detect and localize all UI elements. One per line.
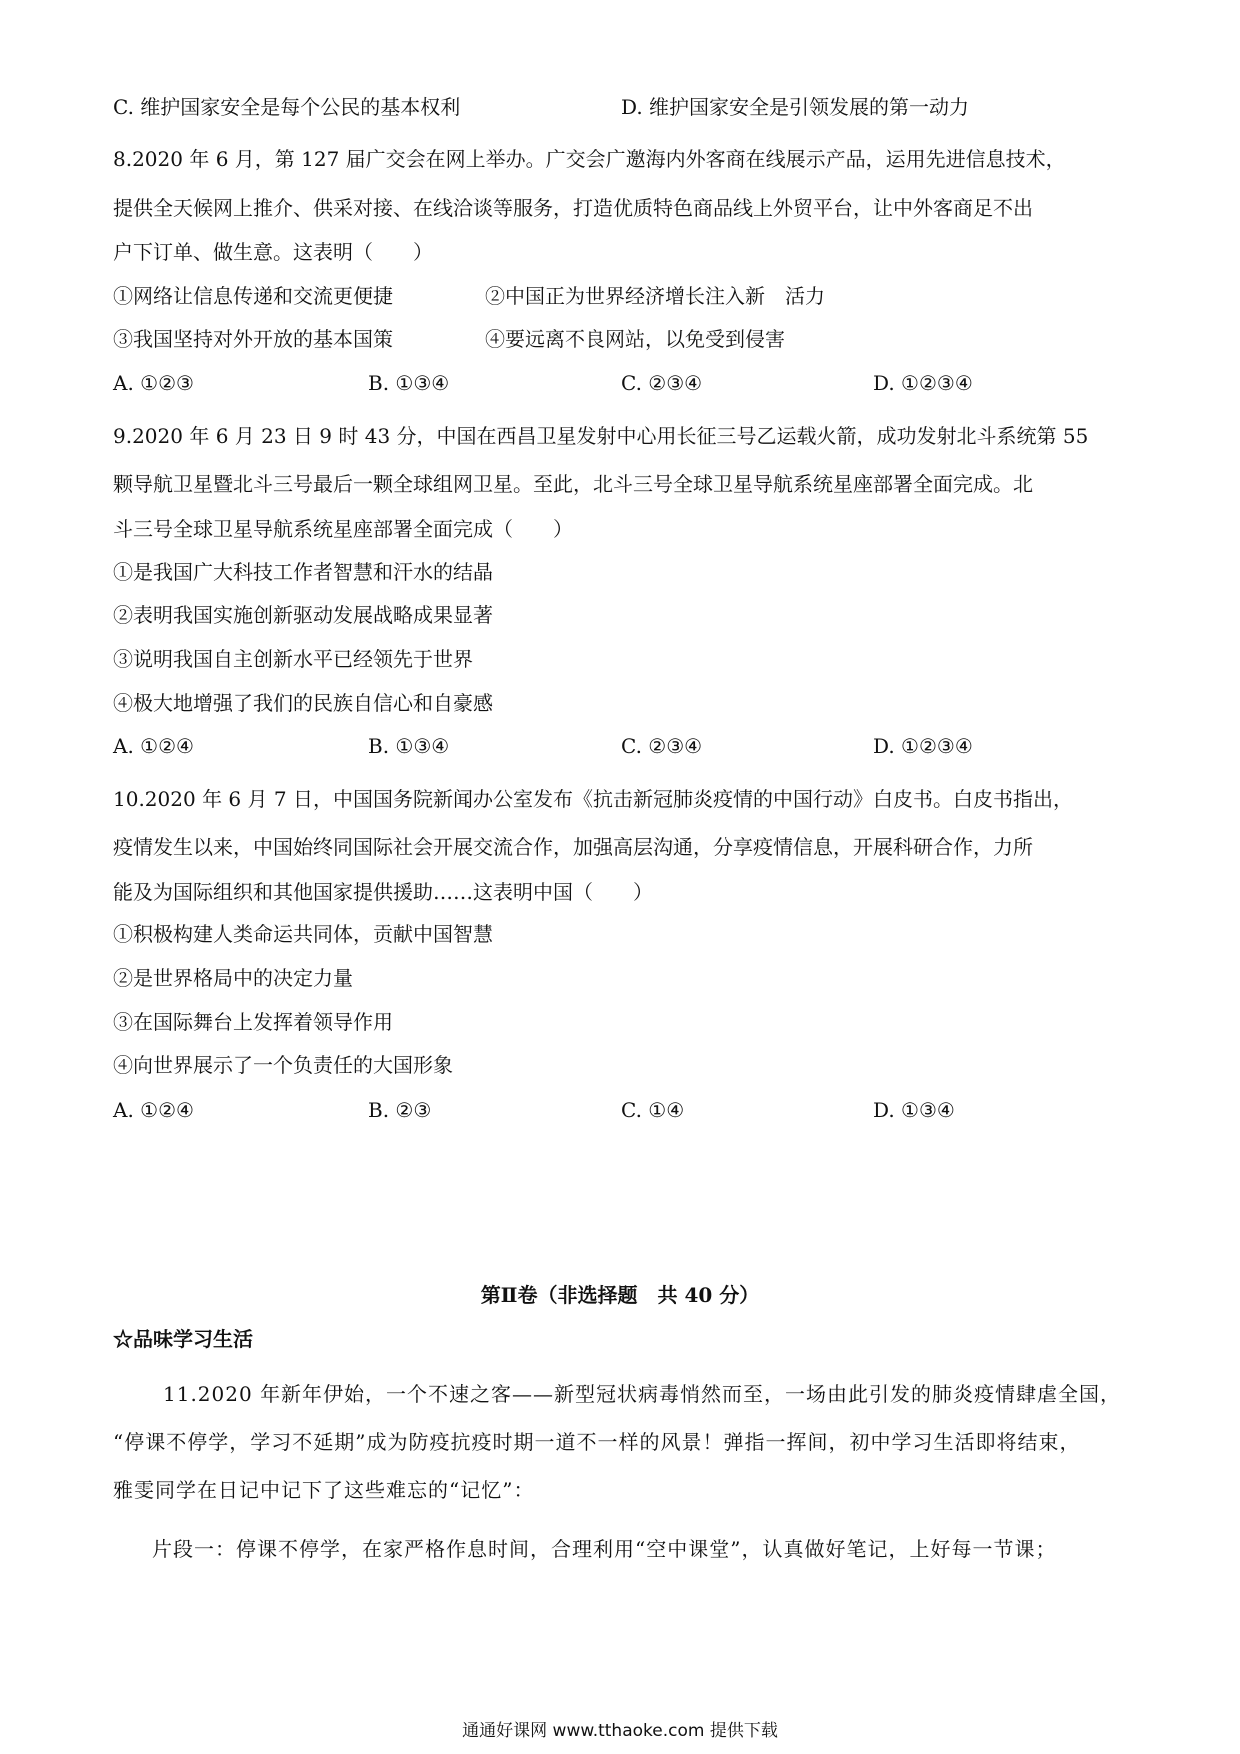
q8-statement-2: ②中国正为世界经济增长注入新 活力: [485, 284, 825, 308]
q9-option-a: A. ①②④: [113, 734, 194, 758]
q8-statement-4: ④要远离不良网站，以免受到侵害: [485, 327, 785, 351]
q10-statement-1: ①积极构建人类命运共同体，贡献中国智慧: [113, 922, 493, 946]
q9-option-c: C. ②③④: [621, 734, 703, 758]
q10-statement-3: ③在国际舞台上发挥着领导作用: [113, 1010, 393, 1034]
q11-stem-line-1: 11.2020 年新年伊始，一个不速之客——新型冠状病毒悄然而至，一场由此引发的肺炎疫情肆虐全国，: [163, 1382, 1122, 1406]
page-footer: 通通好课网 www.tthaoke.com 提供下载: [462, 1721, 778, 1741]
q8-option-d: D. ①②③④: [873, 371, 973, 395]
q9-option-b: B. ①③④: [368, 734, 450, 758]
q11-fragment-1: 片段一：停课不停学，在家严格作息时间，合理利用“空中课堂”，认真做好笔记，上好每一节课；: [152, 1537, 1057, 1561]
q9-statement-4: ④极大地增强了我们的民族自信心和自豪感: [113, 691, 493, 715]
q9-stem-line-1: 9.2020 年 6 月 23 日 9 时 43 分，中国在西昌卫星发射中心用长征三号乙运载火箭，成功发射北斗系统第 55: [113, 424, 1089, 448]
q10-statement-4: ④向世界展示了一个负责任的大国形象: [113, 1053, 453, 1077]
q9-statement-1: ①是我国广大科技工作者智慧和汗水的结晶: [113, 560, 493, 584]
q11-stem-line-3: 雅雯同学在日记中记下了这些难忘的“记忆”：: [113, 1478, 535, 1502]
q11-stem-line-2: “停课不停学，学习不延期”成为防疫抗疫时期一道不一样的风景！弹指一挥间，初中学习生活即将结束，: [113, 1430, 1081, 1454]
q9-stem-line-3: 斗三号全球卫星导航系统星座部署全面完成（ ）: [113, 517, 573, 541]
q8-stem-line-1: 8.2020 年 6 月，第 127 届广交会在网上举办。广交会广邀海内外客商在线展示产品，运用先进信息技术，: [113, 147, 1066, 171]
q7-option-c: C. 维护国家安全是每个公民的基本权利: [113, 95, 461, 119]
q8-statement-1: ①网络让信息传递和交流更便捷: [113, 284, 393, 308]
q8-stem-line-2: 提供全天候网上推介、供采对接、在线洽谈等服务，打造优质特色商品线上外贸平台，让中外客商足不出: [113, 196, 1033, 220]
q10-stem-line-3: 能及为国际组织和其他国家提供援助……这表明中国（ ）: [113, 880, 653, 904]
q10-option-c: C. ①④: [621, 1098, 685, 1122]
q10-option-a: A. ①②④: [113, 1098, 194, 1122]
section-heading: ☆品味学习生活: [113, 1327, 253, 1351]
q10-stem-line-1: 10.2020 年 6 月 7 日，中国国务院新闻办公室发布《抗击新冠肺炎疫情的中国行动》白皮书。白皮书指出，: [113, 787, 1073, 811]
section-title: 第Ⅱ卷（非选择题 共 40 分）: [480, 1283, 760, 1307]
q9-statement-2: ②表明我国实施创新驱动发展战略成果显著: [113, 603, 493, 627]
q8-option-a: A. ①②③: [113, 371, 194, 395]
q10-option-d: D. ①③④: [873, 1098, 955, 1122]
q10-stem-line-2: 疫情发生以来，中国始终同国际社会开展交流合作，加强高层沟通，分享疫情信息，开展科研合作，力所: [113, 835, 1033, 859]
q9-statement-3: ③说明我国自主创新水平已经领先于世界: [113, 647, 473, 671]
q8-option-b: B. ①③④: [368, 371, 450, 395]
q9-stem-line-2: 颗导航卫星暨北斗三号最后一颗全球组网卫星。至此，北斗三号全球卫星导航系统星座部署全面完成。北: [113, 472, 1033, 496]
q10-statement-2: ②是世界格局中的决定力量: [113, 966, 353, 990]
q8-option-c: C. ②③④: [621, 371, 703, 395]
q8-stem-line-3: 户下订单、做生意。这表明（ ）: [113, 240, 433, 264]
q7-option-d: D. 维护国家安全是引领发展的第一动力: [621, 95, 970, 119]
q10-option-b: B. ②③: [368, 1098, 432, 1122]
q9-option-d: D. ①②③④: [873, 734, 973, 758]
q8-statement-3: ③我国坚持对外开放的基本国策: [113, 327, 393, 351]
